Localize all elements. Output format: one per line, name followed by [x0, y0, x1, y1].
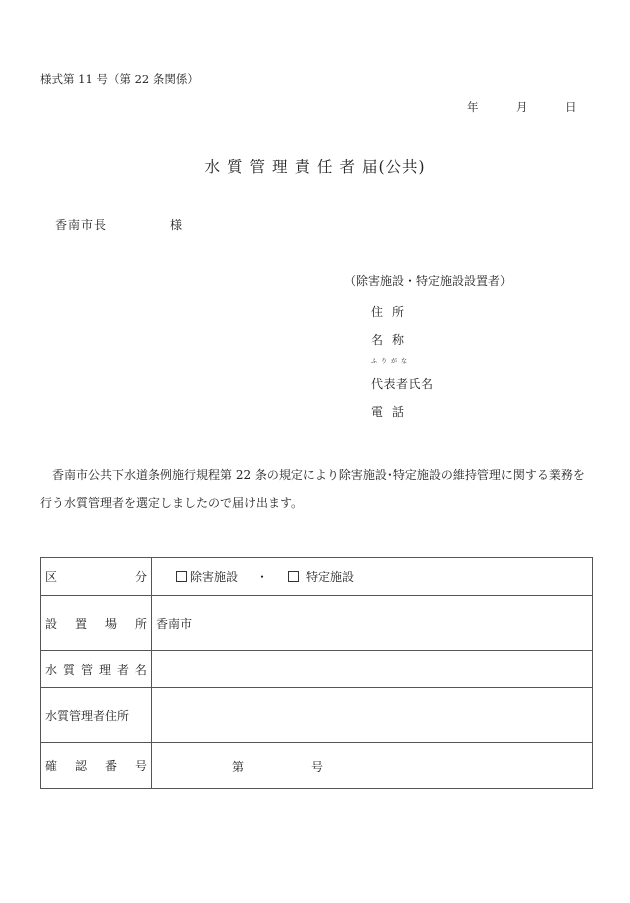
table-row-confirm [41, 743, 593, 789]
kubun-label-char-1: 区 [45, 570, 58, 584]
cf-char-3: 番 [104, 759, 117, 773]
cf-char-1: 確 [45, 759, 58, 773]
kubun-label-char-2: 分 [134, 570, 147, 584]
place-label-cell [41, 596, 152, 651]
furigana-label: ふりがな [371, 358, 412, 365]
mn-char-1: 水 [45, 662, 58, 677]
body-paragraph: 香南市公共下水道条例施行規程第 22 条の規定により除害施設･特定施設の維持管理に関する業務を行う水質管理者を選定しましたので届け出ます。 [40, 468, 585, 510]
applicant-heading: （除害施設・特定施設設置者） [344, 274, 513, 288]
option-jogai-label: 除害施設 [190, 570, 239, 584]
mn-char-4: 理 [98, 662, 111, 677]
applicant-address-label: 住所 [371, 305, 414, 319]
manager-address-value-cell[interactable] [152, 688, 593, 743]
place-value-cell[interactable] [152, 596, 593, 651]
confirm-go: 号 [311, 760, 324, 774]
place-label-char-1: 設 [45, 616, 58, 631]
confirm-label-cell [41, 743, 152, 789]
date-month-label: 月 [516, 100, 528, 114]
checkbox-jogai[interactable] [176, 571, 187, 582]
manager-name-value-cell[interactable] [152, 651, 593, 688]
addressee-name: 香南市長 [55, 218, 108, 232]
addressee-honorific: 様 [170, 218, 184, 232]
document-title-main: 水質管理責任者 [204, 158, 362, 176]
kubun-label-cell [41, 558, 152, 596]
manager-name-label [45, 661, 151, 678]
mn-char-2: 質 [62, 662, 75, 677]
document-title [0, 155, 630, 177]
table-row-kubun [41, 558, 593, 596]
option-separator: ・ [256, 570, 269, 584]
confirm-dai: 第 [232, 760, 245, 774]
mn-char-5: 者 [116, 662, 129, 677]
applicant-phone-label: 電話 [371, 405, 414, 419]
kubun-options-cell [152, 558, 593, 596]
form-number: 様式第 11 号（第 22 条関係） [40, 72, 199, 86]
confirm-label [45, 757, 151, 774]
cf-char-4: 号 [134, 759, 147, 773]
mn-char-3: 管 [80, 662, 93, 677]
applicant-name-label: 名称 [371, 333, 414, 347]
confirm-value-cell[interactable] [152, 743, 593, 789]
manager-name-label-cell [41, 651, 152, 688]
document-title-suffix: 届(公共) [361, 158, 426, 176]
notification-table [40, 557, 593, 789]
manager-address-label-cell [41, 688, 152, 743]
place-label-char-2: 置 [74, 616, 87, 631]
date-day-label: 日 [565, 100, 577, 114]
addressee [55, 216, 184, 233]
option-tokutei-label: 特定施設 [306, 570, 355, 584]
table-row-manager-address [41, 688, 593, 743]
mn-char-6: 名 [134, 662, 147, 677]
place-label-char-4: 所 [134, 616, 147, 631]
kubun-label [45, 568, 151, 585]
table-row-manager-name [41, 651, 593, 688]
checkbox-tokutei[interactable] [288, 571, 299, 582]
place-label [45, 615, 151, 632]
place-label-char-3: 場 [104, 616, 117, 631]
cf-char-2: 認 [74, 759, 87, 773]
table-row-place [41, 596, 593, 651]
representative-label: 代表者氏名 [371, 377, 434, 391]
date-year-label: 年 [467, 100, 479, 114]
place-value: 香南市 [156, 616, 193, 631]
manager-address-label: 水質管理者住所 [45, 708, 130, 723]
